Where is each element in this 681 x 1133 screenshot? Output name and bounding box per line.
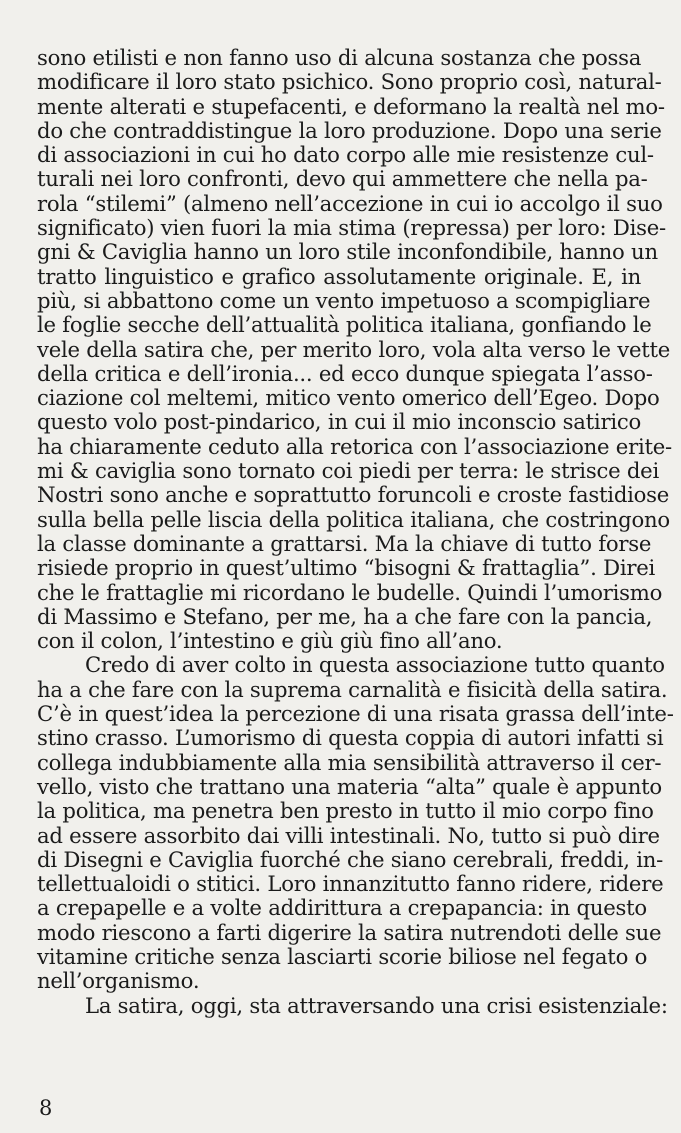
text-line: vitamine critiche senza lasciarti scorie biliose nel fegato o bbox=[37, 943, 648, 969]
text-line: mi & caviglia sono tornato coi piedi per terra: le strisce dei bbox=[37, 458, 659, 484]
paragraph-start-line: Credo di aver colto in questa associazione tutto quanto bbox=[85, 652, 665, 678]
text-line: ha a che fare con la suprema carnalità e fisicità della satira. bbox=[37, 676, 668, 702]
text-line: le foglie secche dell’attualità politica italiana, gonfiando le bbox=[37, 312, 652, 338]
text-line: risiede proprio in quest’ultimo “bisogni & frattaglia”. Direi bbox=[37, 555, 656, 581]
text-line: sono etilisti e non fanno uso di alcuna sostanza che possa bbox=[37, 45, 642, 70]
text-line: di Disegni e Caviglia fuorché che siano cerebrali, freddi, in- bbox=[37, 846, 664, 872]
text-line: vello, visto che trattano una materia “alta” quale è appunto bbox=[37, 773, 662, 799]
text-line: questo volo post-pindarico, in cui il mio inconscio satirico bbox=[37, 409, 641, 435]
text-line: Nostri sono anche e soprattutto foruncoli e croste fastidiose bbox=[37, 482, 670, 508]
text-line: rola “stilemi” (almeno nell’accezione in cui io accolgo il suo bbox=[37, 190, 663, 216]
text-line: do che contraddistingue la loro produzione. Dopo una serie bbox=[37, 117, 662, 143]
text-line: ha chiaramente ceduto alla retorica con l’associazione erite- bbox=[37, 433, 672, 459]
text-line: la classe dominante a grattarsi. Ma la chiave di tutto forse bbox=[37, 530, 652, 556]
text-line: C’è in quest’idea la percezione di una risata grassa dell’inte- bbox=[37, 701, 674, 727]
text-line: significato) vien fuori la mia stima (repressa) per loro: Dise- bbox=[37, 215, 666, 241]
paragraph-start-line: La satira, oggi, sta attraversando una crisi esistenziale: bbox=[85, 992, 668, 1018]
book-page-text bbox=[37, 45, 674, 1018]
text-line: che le frattaglie mi ricordano le budelle. Quindi l’umorismo bbox=[37, 579, 663, 605]
text-line: nell’organismo. bbox=[37, 968, 200, 994]
text-line: sulla bella pelle liscia della politica italiana, che costringono bbox=[37, 506, 670, 532]
text-line: ciazione col meltemi, mitico vento omerico dell’Egeo. Dopo bbox=[37, 385, 660, 411]
text-line: modo riescono a farti digerire la satira nutrendoti delle sue bbox=[37, 919, 662, 945]
text-line: tellettualoidi o stitici. Loro innanzitutto fanno ridere, ridere bbox=[37, 871, 664, 897]
text-line: turali nei loro confronti, devo qui ammettere che nella pa- bbox=[37, 166, 648, 192]
text-line: ad essere assorbito dai villi intestinali. No, tutto si può dire bbox=[37, 822, 660, 848]
text-line: mente alterati e stupefacenti, e deformano la realtà nel mo- bbox=[37, 93, 665, 119]
text-line: la politica, ma penetra ben presto in tutto il mio corpo fino bbox=[37, 798, 654, 824]
text-line: di Massimo e Stefano, per me, ha a che fare con la pancia, bbox=[37, 603, 653, 629]
text-line: gni & Caviglia hanno un loro stile inconfondibile, hanno un bbox=[37, 239, 658, 265]
text-line: stino crasso. L’umorismo di questa coppia di autori infatti si bbox=[37, 725, 664, 751]
text-line: più, si abbattono come un vento impetuoso a scompigliare bbox=[37, 287, 651, 313]
text-line: tratto linguistico e grafico assolutamente originale. E, in bbox=[37, 263, 641, 289]
text-line: della critica e dell’ironia... ed ecco dunque spiegata l’asso- bbox=[37, 360, 653, 386]
text-line: modificare il loro stato psichico. Sono proprio così, natural- bbox=[37, 69, 662, 95]
text-line: a crepapelle e a volte addirittura a crepapancia: in questo bbox=[37, 895, 647, 921]
text-line: collega indubbiamente alla mia sensibilità attraverso il cer- bbox=[37, 749, 662, 775]
text-line: vele della satira che, per merito loro, vola alta verso le vette bbox=[37, 336, 671, 362]
page-number: 8 bbox=[39, 1096, 53, 1120]
text-line: con il colon, l’intestino e giù giù fino all’ano. bbox=[37, 628, 503, 654]
text-line: di associazioni in cui ho dato corpo alle mie resistenze cul- bbox=[37, 142, 654, 168]
